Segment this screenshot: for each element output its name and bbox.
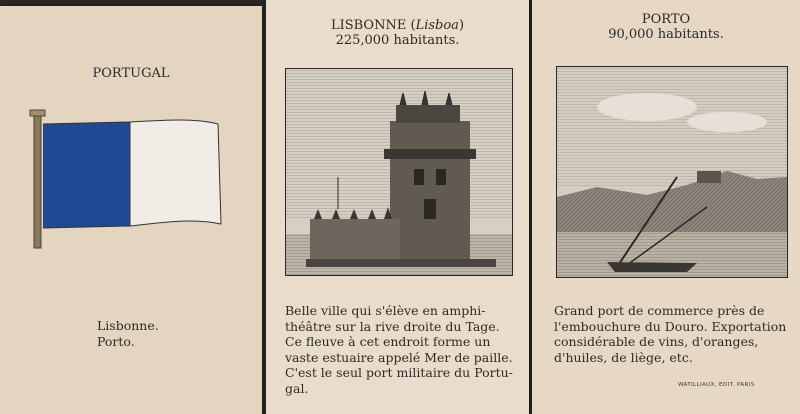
lisbonne-title-main: LISBONNE	[330, 18, 407, 33]
porto-title-main: PORTO	[641, 12, 691, 27]
lisbonne-title: LISBONNE (Lisboa) 225,000 habitants.	[266, 18, 529, 48]
porto-description	[554, 303, 788, 365]
description-line: considérable de vins, d'oranges,	[554, 334, 759, 349]
lisbonne-population: 225,000 habitants.	[335, 33, 460, 48]
description-line: d'huiles, de liège, etc.	[554, 349, 693, 365]
porto-card	[532, 0, 800, 414]
belem-tower-engraving	[285, 68, 513, 276]
porto-population: 90,000 habitants.	[608, 27, 724, 42]
lisbonne-card	[266, 0, 529, 414]
description-line: vaste estuaire appelé Mer de paille.	[285, 349, 513, 365]
country-title: PORTUGAL	[92, 66, 170, 81]
city-porto: Porto.	[97, 333, 135, 349]
description-line: gal.	[285, 380, 309, 396]
description-line: C'est le seul port militaire du Portu-	[285, 365, 513, 380]
portugal-card	[0, 6, 262, 414]
lisbonne-title-italic: Lisboa	[415, 18, 459, 33]
city-lisbonne: Lisbonne.	[97, 318, 159, 333]
description-line: théâtre sur la rive droite du Tage.	[285, 318, 500, 334]
portugal-flag	[0, 106, 262, 266]
description-line: Ce fleuve à cet endroit forme un	[285, 334, 491, 349]
lisbonne-description	[285, 303, 513, 396]
publisher-imprint: WATILLIAUX, EDIT. PARIS	[678, 382, 755, 388]
description-line: Grand port de commerce près de	[554, 303, 765, 318]
porto-title	[532, 12, 800, 42]
description-line: l'embouchure du Douro. Exportation	[554, 318, 787, 334]
city-list	[97, 318, 159, 349]
description-line: Belle ville qui s'élève en amphi-	[285, 303, 486, 318]
porto-harbour-engraving	[556, 66, 788, 278]
